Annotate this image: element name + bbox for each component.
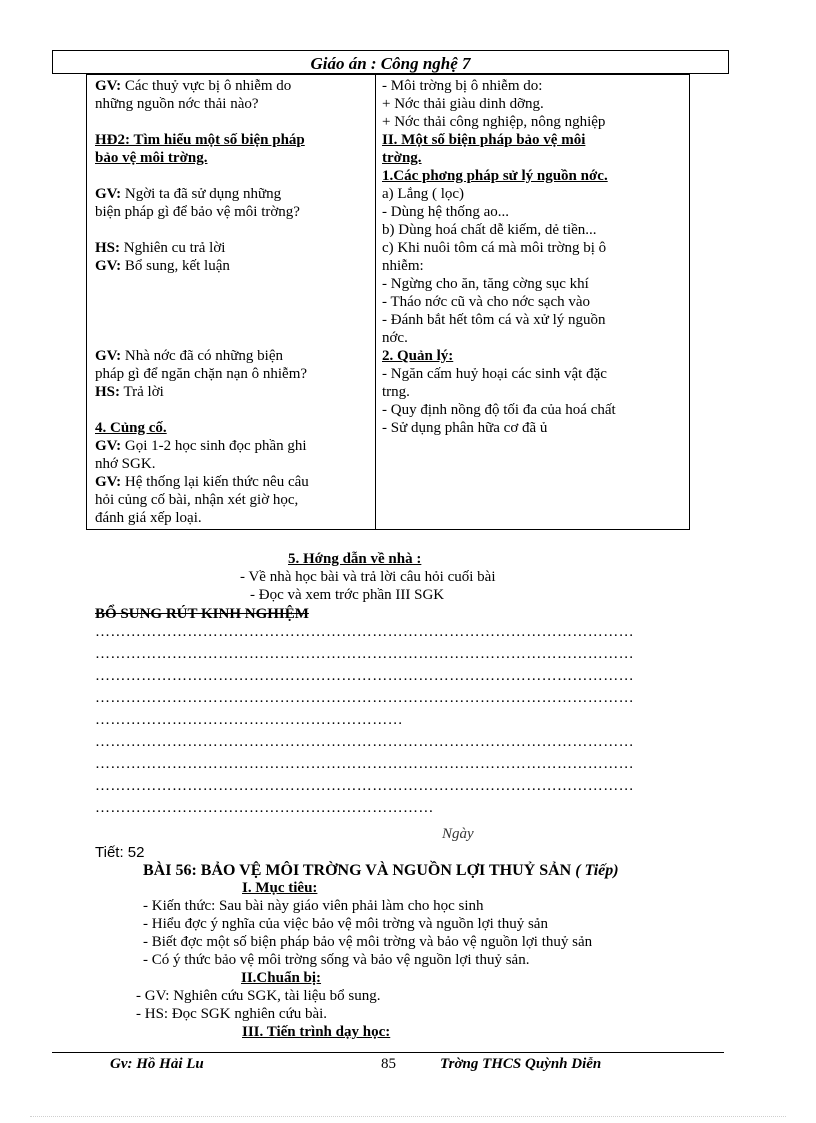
table-text: a) Lắng ( lọc) [382, 186, 465, 202]
table-text: đánh giá xếp loại. [95, 510, 202, 526]
page-bottom-border [30, 1116, 786, 1117]
table-text: Các thuỷ vực bị ô nhiễm do [121, 78, 292, 94]
preparation-item: - GV: Nghiên cứu SGK, tài liệu bổ sung. [136, 988, 381, 1004]
table-text: Gọi 1-2 học sinh đọc phần ghi [121, 438, 307, 454]
table-text: Hệ thống lại kiến thức nêu câu [121, 474, 309, 490]
table-text: + Nớc thải giàu dinh dỡng. [382, 96, 544, 112]
table-line [95, 455, 155, 473]
section-preparation-title: II.Chuẩn bị: [241, 970, 322, 986]
table-text: c) Khi nuôi tôm cá mà môi trờng bị ô [382, 240, 607, 256]
table-text: trng. [382, 384, 410, 400]
dotted-line: …………………………………………………………………………………………… [95, 778, 634, 794]
table-text: - Tháo nớc cũ và cho nớc sạch vào [382, 294, 591, 310]
table-text: Nghiên cu trả lời [120, 240, 226, 256]
table-text: nớc. [382, 330, 408, 346]
dotted-line: …………………………………………………… [95, 712, 403, 728]
table-line [382, 95, 544, 113]
table-text: hỏi củng cố bài, nhận xét giờ học, [95, 492, 299, 508]
table-line [382, 257, 424, 275]
table-text: những nguồn nớc thải nào? [95, 96, 259, 112]
section-heading: 2. Quản lý: [382, 348, 454, 364]
section-heading: 1.Các phơng pháp sử lý nguồn nớc. [382, 168, 608, 184]
table-line [95, 491, 298, 509]
table-text: - Đánh bắt hết tôm cá và xử lý nguồn [382, 312, 606, 328]
table-line [382, 203, 509, 221]
table-line [95, 347, 283, 365]
table-line [95, 239, 225, 257]
table-text: nhiễm: [382, 258, 424, 274]
section-process-title: III. Tiến trình dạy học: [242, 1024, 391, 1040]
table-right-column [382, 77, 687, 527]
table-text: pháp gì để ngăn chặn nạn ô nhiễm? [95, 366, 308, 382]
table-line [382, 293, 590, 311]
speaker-label: GV: [95, 186, 122, 202]
homework-section [100, 550, 660, 604]
lesson-title-suffix: ( Tiếp) [575, 862, 619, 879]
table-text: - Sử dụng phân hữa cơ đã ủ [382, 420, 548, 436]
table-line [382, 419, 547, 437]
homework-title: 5. Hớng dẫn về nhà : [288, 551, 422, 567]
table-line [382, 77, 542, 95]
footer-rule [52, 1052, 724, 1053]
speaker-label: GV: [95, 438, 122, 454]
lesson-title [143, 862, 619, 880]
speaker-label: GV: [95, 78, 122, 94]
lesson-title-text: BÀI 56: BẢO VỆ MÔI TRỜNG VÀ NGUỒN LỢI THUỶ SẢN [143, 862, 572, 879]
table-line [95, 131, 305, 149]
section-heading: bảo vệ môi trờng. [95, 150, 208, 166]
table-text: + Nớc thải công nghiệp, nông nghiệp [382, 114, 606, 130]
section-objectives-title: I. Mục tiêu: [242, 880, 318, 896]
table-line [95, 365, 307, 383]
table-line [382, 311, 606, 329]
objective-item: - Kiến thức: Sau bài này giáo viên phải làm cho học sinh [143, 898, 484, 914]
dotted-line: …………………………………………………………………………………………… [95, 690, 634, 706]
date-label: Ngày [442, 826, 474, 842]
table-line [382, 131, 585, 149]
table-column-divider [375, 74, 376, 530]
dotted-line: …………………………………………………………………………………………… [95, 646, 634, 662]
dotted-line: …………………………………………………………………………………………… [95, 624, 634, 640]
homework-item: - Đọc và xem trớc phần III SGK [250, 587, 445, 603]
table-text: Nhà nớc đã có những biện [121, 348, 283, 364]
table-text: - Dùng hệ thống ao... [382, 204, 510, 220]
section-heading: II. Một số biện pháp bảo vệ môi [382, 132, 586, 148]
speaker-label: HS: [95, 240, 121, 256]
table-text: - Quy định nồng độ tối đa của hoá chất [382, 402, 616, 418]
dotted-line: …………………………………………………………………………………………… [95, 734, 634, 750]
table-line [95, 257, 230, 275]
table-line [95, 383, 164, 401]
period-label: Tiết: 52 [95, 844, 145, 861]
table-text: Bổ sung, kết luận [121, 258, 230, 274]
section-heading: trờng. [382, 150, 422, 166]
table-line [382, 275, 589, 293]
homework-item: - Về nhà học bài và trả lời câu hỏi cuối bài [240, 569, 496, 585]
table-line [382, 149, 422, 167]
section-heading: HĐ2: Tìm hiểu một số biện pháp [95, 132, 305, 148]
table-line [95, 95, 259, 113]
table-left-column [95, 77, 367, 527]
supplement-title: BỔ SUNG RÚT KINH NGHIỆM [95, 606, 309, 622]
table-line [382, 383, 410, 401]
table-text: Trả lời [120, 384, 164, 400]
table-line [382, 185, 464, 203]
table-line [95, 149, 207, 167]
table-text: Ngời ta đã sử dụng những [121, 186, 282, 202]
dotted-line: …………………………………………………………………………………………… [95, 756, 634, 772]
table-text: - Ngăn cấm huỷ hoại các sinh vật đặc [382, 366, 607, 382]
table-line [95, 437, 307, 455]
objective-item: - Biết đợc một số biện pháp bảo vệ môi trờng và bảo vệ nguồn lợi thuỷ sản [143, 934, 593, 950]
table-text: - Môi trờng bị ô nhiễm do: [382, 78, 543, 94]
table-text: nhớ SGK. [95, 456, 156, 472]
table-text: b) Dùng hoá chất dễ kiếm, dẻ tiền... [382, 222, 597, 238]
speaker-label: GV: [95, 258, 122, 274]
table-line [382, 221, 597, 239]
table-line [95, 419, 167, 437]
footer-school: Trờng THCS Quỳnh Diễn [440, 1056, 602, 1072]
table-line [95, 203, 300, 221]
table-text: biện pháp gì để bảo vệ môi trờng? [95, 204, 300, 220]
table-line [382, 401, 616, 419]
section-heading: 4. Củng cố. [95, 420, 167, 436]
table-line [382, 347, 453, 365]
table-line [382, 329, 408, 347]
speaker-label: GV: [95, 474, 122, 490]
table-line [382, 239, 606, 257]
footer-teacher: Gv: Hồ Hải Lu [110, 1056, 204, 1072]
preparation-item: - HS: Đọc SGK nghiên cứu bài. [136, 1006, 328, 1022]
page-number: 85 [381, 1056, 396, 1072]
speaker-label: HS: [95, 384, 121, 400]
table-line [95, 509, 202, 527]
table-line [382, 113, 605, 131]
table-text: - Ngừng cho ăn, tăng cờng sục khí [382, 276, 589, 292]
table-line [382, 167, 608, 185]
dotted-line: ………………………………………………………… [95, 800, 434, 816]
table-line [95, 185, 281, 203]
objective-item: - Có ý thức bảo vệ môi trờng sống và bảo vệ nguồn lợi thuỷ sản. [143, 952, 530, 968]
table-line [95, 473, 309, 491]
dotted-line: …………………………………………………………………………………………… [95, 668, 634, 684]
table-line [95, 77, 291, 95]
header-title: Giáo án : Công nghệ 7 [310, 54, 471, 73]
table-line [382, 365, 607, 383]
objective-item: - Hiểu đợc ý nghĩa của việc bảo vệ môi trờng và nguồn lợi thuỷ sản [143, 916, 548, 932]
speaker-label: GV: [95, 348, 122, 364]
